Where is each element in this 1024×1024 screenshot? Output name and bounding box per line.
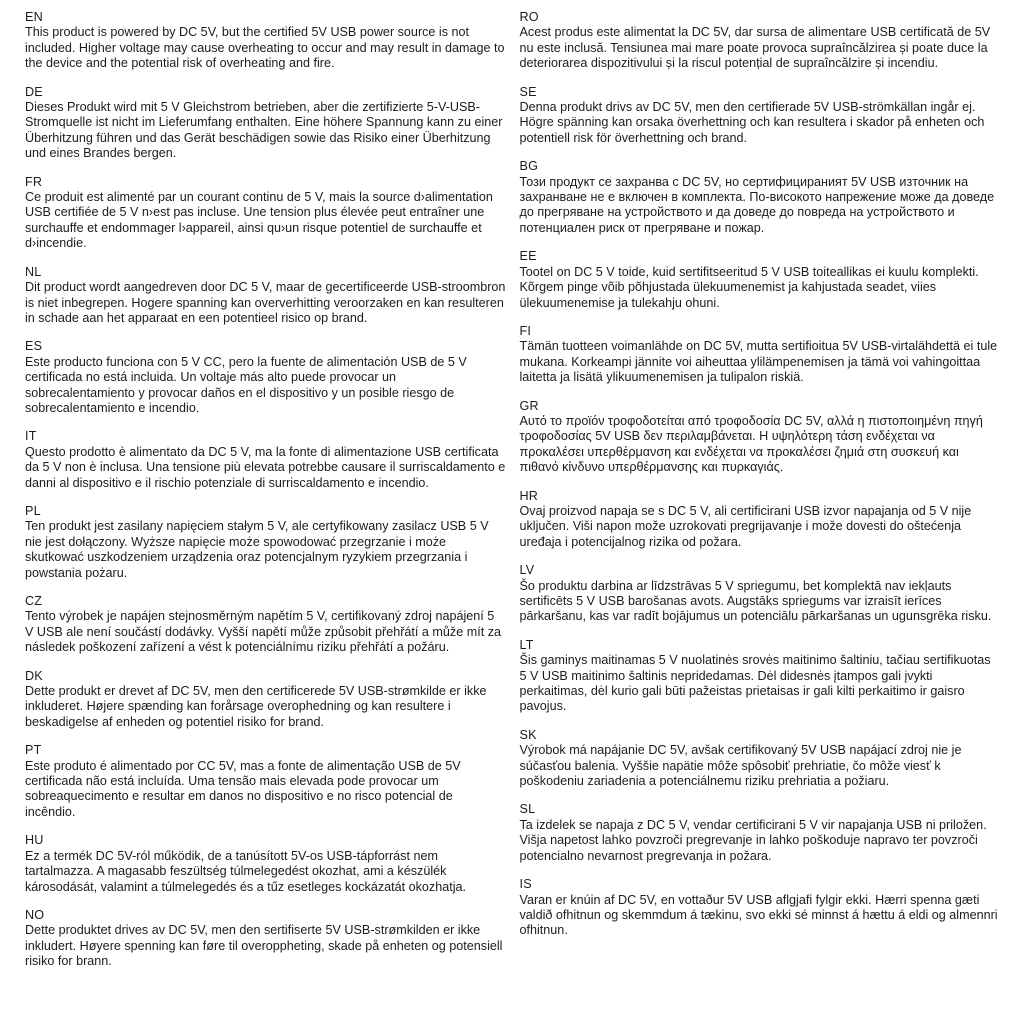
language-code-label: DK — [25, 668, 43, 683]
language-warning-text: Acest produs este alimentat la DC 5V, dar sursa de alimentare USB certificată de 5V nu este inclusă. Tensiunea mai mare poate provoca supraîncălzirea și poate duce la deteriorarea dispozitivului și la riscul potențial de supraîncălzire și incendiu. — [519, 25, 991, 71]
language-warning-text: Výrobok má napájanie DC 5V, avšak certifikovaný 5V USB napájací zdroj nie je súčasťou balenia. Vyššie napätie môže spôsobiť prehriatie, čo môže viesť k poškodeniu zariadenia a potenciálnemu riziku prehriatia a požiaru. — [519, 743, 962, 789]
language-code-label: SE — [519, 84, 537, 99]
language-code-label: RO — [519, 10, 539, 24]
language-warning-text: Dit product wordt aangedreven door DC 5 V, maar de gecertificeerde USB-stroombron is niet inbegrepen. Hogere spanning kan oververhitting veroorzaken en kan resulteren in schade aan het apparaat en een potentieel risico op brand. — [25, 280, 506, 325]
language-code-label: LV — [519, 563, 535, 578]
language-warning-text: Tento výrobek je napájen stejnosměrným napětím 5 V, certifikovaný zdroj napájení 5 V USB ale není součástí dodávky. Vyšší napětí může způsobit přehřátí a může mít za následek poškození zařízení a vést k potenciálnímu riziku přehřátí a požáru. — [25, 609, 501, 655]
language-warning-text: Tämän tuotteen voimanlähde on DC 5V, mutta sertifioitua 5V USB-virtalähdettä ei tule mukana. Korkeampi jännite voi aiheuttaa ylilämpenemisen ja tämä voi vahingoittaa laitetta ja lisätä ylikuumenemisen ja tulipalon riskiä. — [519, 339, 998, 385]
language-warning-text: Šo produktu darbina ar līdzstrāvas 5 V spriegumu, bet komplektā nav iekļauts sertificēts 5 V USB barošanas avots. Augstāks spriegums var izraisīt ierīces pārkaršanu, kas var radīt bojājumus un potenciālu pārkaršanas un ugunsgrēka risku. — [519, 578, 992, 624]
language-warning-text: Este produto é alimentado por CC 5V, mas a fonte de alimentação USB de 5V certificada não está incluída. Uma tensão mais elevada pode provocar um sobreaquecimento e resultar em danos no dispositivo e no risco potencial de incêndio. — [25, 758, 461, 819]
language-warning-text: Varan er knúin af DC 5V, en vottaður 5V USB aflgjafi fylgir ekki. Hærri spenna gæti valdið ofhitnun og skemmdum á tækinu, svo ekki sé minnst á hættu á eldi og almennri ofhitnun. — [519, 892, 998, 938]
language-block — [25, 339, 506, 416]
language-block — [520, 249, 1001, 311]
language-warning-text: Този продукт се захранва с DC 5V, но сертифицираният 5V USB източник на захранване не е включен в комплекта. По-високото напрежение може да доведе до прегряване на устройството и да доведе до повреда на устройството и потенциален риск от прегряване и пожар. — [519, 174, 995, 235]
language-warning-text: This product is powered by DC 5V, but the certified 5V USB power source is not included. Higher voltage may cause overheating to occur and may result in damage to the device and the potential risk of overheating and fire. — [25, 25, 505, 71]
language-code-label: GR — [519, 398, 539, 413]
language-block — [25, 10, 506, 72]
language-code-label: FI — [519, 323, 532, 338]
language-code-label: DE — [25, 84, 43, 99]
language-code-label: PL — [25, 503, 41, 518]
language-code-label: EE — [519, 249, 537, 264]
language-block — [520, 802, 1001, 864]
language-block — [25, 85, 506, 162]
language-block — [25, 175, 506, 252]
language-warning-text: Dette produkt er drevet af DC 5V, men den certificerede 5V USB-strømkilde er ikke inkluderet. Højere spænding kan forårsage overophedning og kan resultere i beskadigelse af enheden og potentiel risiko for brand. — [25, 684, 487, 729]
language-code-label: SL — [519, 802, 536, 817]
language-code-label: IT — [25, 429, 37, 444]
language-block — [520, 159, 1001, 236]
left-column — [25, 10, 506, 1016]
language-block — [520, 877, 1001, 939]
right-column — [520, 10, 1001, 1016]
language-warning-text: Ovaj proizvod napaja se s DC 5 V, ali certificirani USB izvor napajanja od 5 V nije uključen. Viši napon može uzrokovati pregrijavanje i može dovesti do oštećenja uređaja i potencijalnog rizika od požara. — [519, 503, 972, 549]
language-warning-text: Šis gaminys maitinamas 5 V nuolatinės srovės maitinimo šaltiniu, tačiau sertifikuotas 5 V USB maitinimo šaltinis nepridedamas. Dėl didesnės įtampos gali įvykti perkaitimas, dėl kurio gali būti pažeistas prietaisas ir gali kilti perkaitimo ir gaisro pavojus. — [519, 653, 991, 714]
language-warning-text: Ce produit est alimenté par un courant continu de 5 V, mais la source d›alimentation USB certifiée de 5 V n›est pas incluse. Une tension plus élevée peut entraîner une surchauffe et endommager l›appareil, ainsi qu›un risque potentiel de surchauffe et d›incendie. — [25, 190, 493, 251]
language-code-label: NO — [25, 907, 45, 922]
language-code-label: IS — [519, 877, 532, 892]
language-code-label: SK — [519, 727, 537, 742]
language-block — [520, 324, 1001, 386]
language-code-label: HU — [25, 833, 44, 848]
language-warning-text: Ten produkt jest zasilany napięciem stałym 5 V, ale certyfikowany zasilacz USB 5 V nie jest dołączony. Wyższe napięcie może spowodować przegrzanie i może skutkować uszkodzeniem urządzenia oraz potencjalnym ryzykiem przegrzania i powstania pożaru. — [25, 519, 489, 580]
language-warning-text: Dieses Produkt wird mit 5 V Gleichstrom betrieben, aber die zertifizierte 5-V-USB-Stromquelle ist nicht im Lieferumfang enthalten. Eine höhere Spannung kann zu einer Überhitzung führen und das Gerät beschädigen sowie das Risiko einer Überhitzung und eines Brandes bergen. — [25, 100, 503, 161]
language-code-label: EN — [25, 10, 43, 24]
language-block — [520, 563, 1001, 625]
language-code-label: LT — [519, 637, 534, 652]
language-code-label: ES — [25, 339, 43, 354]
language-block — [25, 429, 506, 491]
language-code-label: CZ — [25, 594, 43, 608]
language-warning-text: Tootel on DC 5 V toide, kuid sertifitseeritud 5 V USB toiteallikas ei kuulu komplekti. Kõrgem pinge võib põhjustada ülekuumenemist ja kahjustada seadet, viies ülekuumenemise ja tulekahju ohuni. — [519, 264, 979, 310]
language-block — [520, 399, 1001, 476]
language-warning-text: Este producto funciona con 5 V CC, pero la fuente de alimentación USB de 5 V certificada no está incluida. Un voltaje más alto puede provocar un sobrecalentamiento y provocar daños en el dispositivo y un posible riesgo de sobrecalentamiento e incendio. — [25, 354, 467, 415]
language-block — [520, 728, 1001, 790]
language-code-label: FR — [25, 174, 43, 189]
language-block — [25, 594, 506, 656]
language-block — [25, 908, 506, 970]
language-warning-text: Questo prodotto è alimentato da DC 5 V, ma la fonte di alimentazione USB certificata da 5 V non è inclusa. Una tensione più elevata potrebbe causare il surriscaldamento e danni al dispositivo e il rischio potenziale di surriscaldamento e incendio. — [25, 444, 506, 490]
language-warning-text: Ta izdelek se napaja z DC 5 V, vendar certificirani 5 V vir napajanja USB ni priložen. Višja napetost lahko povzroči pregrevanje in lahko poškoduje napravo ter povzroči potencialno nevarnost pregrevanja in požara. — [519, 817, 987, 863]
language-block — [25, 265, 506, 327]
language-warning-text: Dette produktet drives av DC 5V, men den sertifiserte 5V USB-strømkilden er ikke inkludert. Høyere spenning kan føre til overoppheting, skade på enheten og potensiell risiko for brann. — [25, 923, 503, 969]
language-code-label: PT — [25, 743, 42, 758]
language-block — [520, 10, 1001, 72]
language-block — [25, 504, 506, 581]
language-block — [25, 743, 506, 820]
language-block — [25, 833, 506, 895]
language-warning-text: Denna produkt drivs av DC 5V, men den certifierade 5V USB-strömkällan ingår ej. Högre spänning kan orsaka överhettning och kan resultera i skador på enheten och potentiell risk för överhettning och brand. — [519, 100, 985, 145]
language-block — [520, 638, 1001, 715]
language-code-label: HR — [519, 488, 539, 503]
language-block — [520, 489, 1001, 551]
language-warning-text: Ez a termék DC 5V-ról működik, de a tanúsított 5V-os USB-tápforrást nem tartalmazza. A magasabb feszültség túlmelegedést okozhat, ami a készülék károsodását, valamint a túlmelegedés és a tűz esetleges kockázatát okozhatja. — [25, 848, 467, 894]
language-code-label: BG — [519, 159, 539, 174]
language-warning-text: Αυτό το προϊόν τροφοδοτείται από τροφοδοσία DC 5V, αλλά η πιστοποιημένη πηγή τροφοδοσίας 5V USB δεν περιλαμβάνεται. Η υψηλότερη τάση ενδέχεται να προκαλέσει υπερθέρμανση και ενδέχεται να προκαλέσει ζημιά στη συσκευή και πιθανό κίνδυνο υπερθέρμανσης και πυρκαγιάς. — [519, 413, 983, 475]
language-code-label: NL — [25, 264, 42, 279]
language-block — [520, 85, 1001, 147]
language-block — [25, 669, 506, 731]
